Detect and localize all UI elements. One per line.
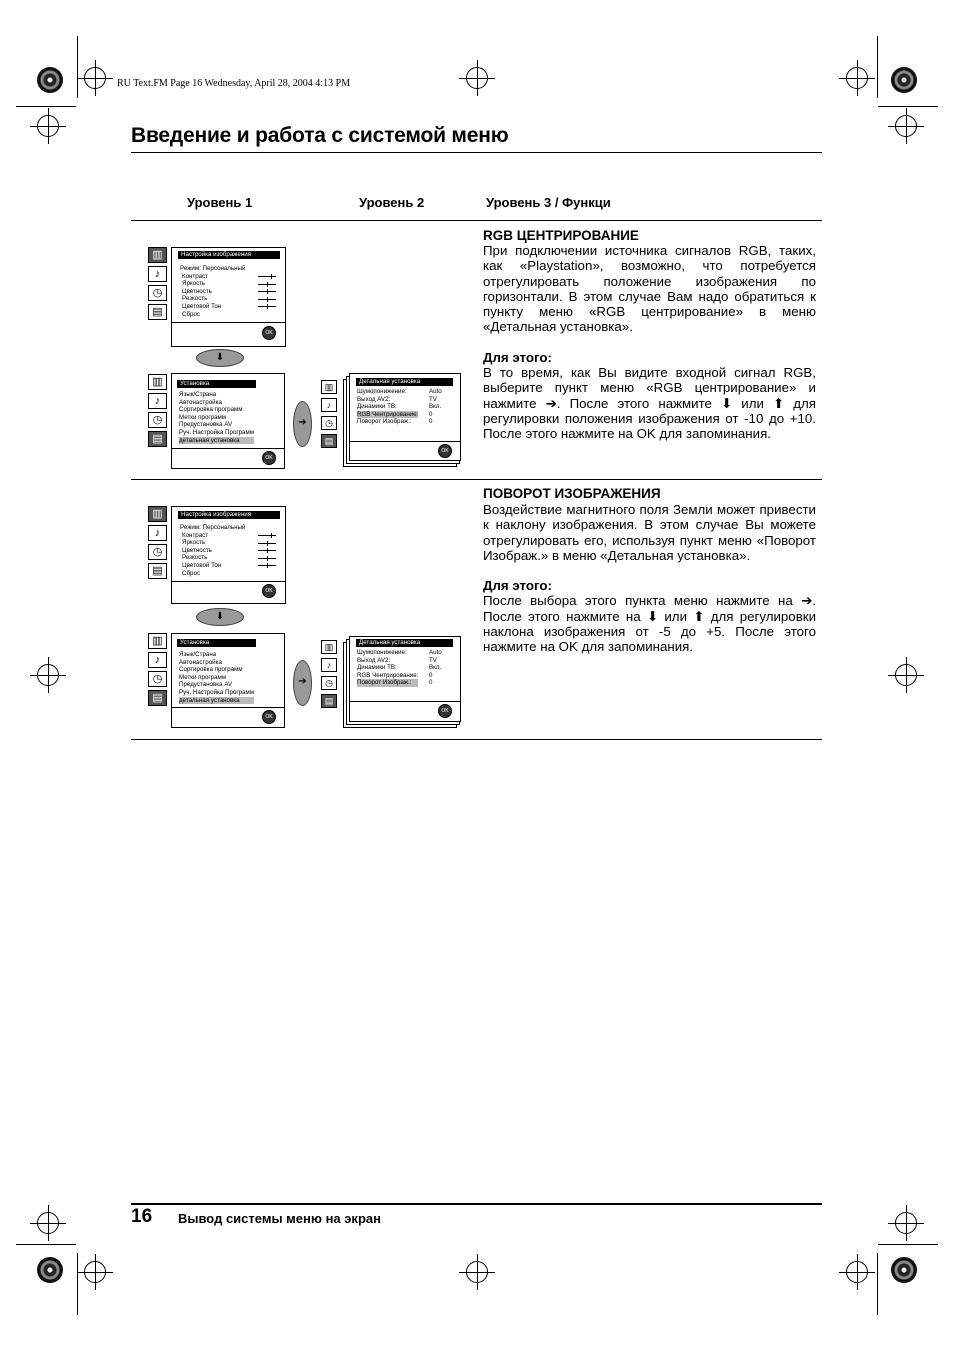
picture-icon: ▥ bbox=[148, 506, 167, 522]
ok-button-icon: OK bbox=[438, 444, 452, 458]
detail-menu-item: Шумопонижение: bbox=[357, 649, 407, 656]
howto-text: В то время, как Вы видите входной сигнал RGB, выберите пункт меню «RGB центрирование» и нажмите ➔. После этого нажмите ⬇ или ⬆ для регулировки положения изображения от -10 до +10. После этого нажмите на OK для запоминания. bbox=[483, 365, 816, 442]
setup-icon: ▤ bbox=[148, 304, 167, 320]
picture-icon: ▥ bbox=[148, 374, 167, 390]
section-tilt bbox=[131, 480, 822, 738]
detail-menu-item: Выход AV2: bbox=[357, 656, 391, 664]
setup-menu-item: Предустановка AV bbox=[179, 421, 233, 429]
detail-menu-item: Динамики ТВ: bbox=[357, 664, 397, 672]
detail-menu-screen bbox=[349, 636, 461, 722]
setup-menu-item-selected: детальная установка bbox=[179, 437, 254, 445]
setup-menu-item: Автонастройка bbox=[179, 398, 222, 406]
detail-menu-value: 0 bbox=[429, 418, 433, 426]
section-rule bbox=[131, 739, 822, 740]
detail-menu-value: 0 bbox=[429, 410, 433, 418]
timer-icon: ◷ bbox=[148, 285, 167, 301]
section-rgb bbox=[131, 221, 822, 479]
picture-menu-title: Настройка изображения bbox=[178, 251, 280, 259]
setup-menu-item: Предустановка AV bbox=[179, 681, 233, 689]
setup-menu-item: Автонастройка bbox=[179, 658, 222, 666]
slider-icon bbox=[258, 276, 276, 277]
section-body bbox=[483, 243, 816, 442]
setup-icon: ▤ bbox=[321, 434, 337, 448]
section-intro: При подключении источника сигналов RGB, таких, как «Playstation», возможно, что потребуется отрегулировать положение изображения по горизонтали. В этом случае Вам надо обратиться к пункту меню «RGB центрирование» в меню «Детальная установка». bbox=[483, 243, 816, 335]
picture-menu-item: Контраст bbox=[182, 531, 209, 539]
right-arrow-button-icon: ➔ bbox=[293, 401, 312, 447]
detail-menu-value: Auto bbox=[429, 388, 442, 395]
section-title: ПОВОРОТ ИЗОБРАЖЕНИЯ bbox=[483, 486, 661, 501]
section-intro: Воздействие магнитного поля Земли может привести к наклону изображения. В этом случае Вы можете отрегулировать его, используя пункт меню «Поворот Изображ.» в меню «Детальная установка». bbox=[483, 502, 816, 563]
picture-menu-mode: Режим: Персональный bbox=[180, 524, 246, 531]
sound-icon: ♪ bbox=[321, 398, 337, 412]
sound-icon: ♪ bbox=[321, 658, 337, 672]
picture-icon: ▥ bbox=[148, 247, 167, 263]
detail-menu-item: Выход AV2: bbox=[357, 395, 391, 403]
section-body bbox=[483, 502, 816, 655]
howto-text: После выбора этого пункта меню нажмите на ➔. После этого нажмите на ⬇ или ⬆ для регулировки наклона изображения от -5 до +5. После этого нажмите на OK для запоминания. bbox=[483, 593, 816, 655]
detail-menu-item-selected: Поворот Изображ.: bbox=[357, 679, 418, 687]
sound-icon: ♪ bbox=[148, 393, 167, 409]
picture-menu-screen bbox=[171, 506, 286, 604]
ok-button-icon: OK bbox=[438, 704, 452, 718]
picture-icon: ▥ bbox=[148, 633, 167, 649]
setup-menu-screen bbox=[171, 373, 285, 469]
timer-icon: ◷ bbox=[321, 416, 337, 430]
picture-menu-item: Контраст bbox=[182, 272, 209, 280]
picture-menu-item: Цветовой Тон bbox=[182, 561, 222, 569]
timer-icon: ◷ bbox=[321, 676, 337, 690]
picture-menu-item: Резкость bbox=[182, 554, 208, 562]
picture-menu-item: Сброс bbox=[182, 310, 200, 318]
down-arrow-button-icon: ⬇ bbox=[196, 608, 244, 626]
detail-menu-value: 0 bbox=[429, 671, 433, 679]
picture-menu-item: Цветность bbox=[182, 546, 212, 554]
setup-menu-item: Руч. Настройка Программ bbox=[179, 688, 255, 696]
detail-menu-value: 0 bbox=[429, 679, 433, 687]
setup-menu-list bbox=[179, 391, 254, 444]
detail-menu-title: Детальная установка bbox=[356, 639, 453, 647]
picture-menu-item: Сброс bbox=[182, 569, 200, 577]
right-arrow-button-icon: ➔ bbox=[293, 660, 312, 706]
ok-button-icon: OK bbox=[262, 710, 276, 724]
picture-menu-item: Цветовой Тон bbox=[182, 302, 222, 310]
footer-rule bbox=[131, 1203, 822, 1205]
detail-menu-title: Детальная установка bbox=[356, 378, 453, 386]
timer-icon: ◷ bbox=[148, 671, 167, 687]
picture-icon: ▥ bbox=[321, 640, 337, 654]
setup-icon: ▤ bbox=[148, 563, 167, 579]
timer-icon: ◷ bbox=[148, 412, 167, 428]
setup-menu-list bbox=[179, 651, 254, 704]
setup-icon: ▤ bbox=[148, 431, 167, 447]
setup-menu-item: Метки программ bbox=[179, 413, 227, 421]
detail-menu-values bbox=[429, 388, 442, 426]
slider-icon bbox=[258, 535, 276, 536]
file-info-header: RU Text.FM Page 16 Wednesday, April 28, 2004 4:13 PM bbox=[117, 78, 351, 89]
ok-button-icon: OK bbox=[262, 326, 276, 340]
level2-heading: Уровень 2 bbox=[359, 195, 425, 210]
timer-icon: ◷ bbox=[148, 544, 167, 560]
setup-menu-screen bbox=[171, 633, 285, 728]
detail-menu-item: Шумопонижение: bbox=[357, 388, 407, 395]
picture-menu-item: Яркость bbox=[182, 539, 206, 547]
detail-menu-values bbox=[429, 649, 442, 687]
howto-heading: Для этого: bbox=[483, 349, 552, 365]
setup-menu-title: Установка bbox=[177, 380, 256, 388]
picture-menu-item: Цветность bbox=[182, 287, 212, 295]
picture-menu-list bbox=[180, 524, 245, 577]
detail-menu-value: Auto bbox=[429, 649, 442, 656]
howto-heading: Для этого: bbox=[483, 578, 552, 594]
detail-menu-value: TV bbox=[429, 656, 437, 664]
picture-menu-mode: Режим: Персональный bbox=[180, 265, 246, 272]
setup-icon: ▤ bbox=[148, 690, 167, 706]
picture-menu-title: Настройка изображения bbox=[178, 511, 280, 519]
detail-menu-value: TV bbox=[429, 395, 437, 403]
down-arrow-button-icon: ⬇ bbox=[196, 349, 244, 367]
setup-menu-item: Сортировка программ bbox=[179, 666, 243, 674]
setup-menu-item: Язык/Страна bbox=[179, 651, 217, 658]
detail-menu-screen bbox=[349, 373, 461, 461]
section-title: RGB ЦЕНТРИРОВАНИЕ bbox=[483, 228, 639, 243]
setup-menu-item: Руч. Настройка Программ bbox=[179, 428, 255, 436]
detail-menu-item: Поворот Изображ.: bbox=[357, 418, 412, 426]
setup-icon: ▤ bbox=[321, 694, 337, 708]
level3-heading: Уровень 3 / Функци bbox=[486, 195, 611, 210]
sound-icon: ♪ bbox=[148, 266, 167, 282]
page-number: 16 bbox=[131, 1206, 153, 1227]
ok-button-icon: OK bbox=[262, 451, 276, 465]
detail-menu-value: Вкл. bbox=[429, 664, 442, 672]
ok-button-icon: OK bbox=[262, 584, 276, 598]
setup-menu-item: Язык/Страна bbox=[179, 391, 217, 398]
setup-menu-item: Сортировка программ bbox=[179, 406, 243, 414]
detail-menu-item-selected: RGB Чентрирование: bbox=[357, 410, 419, 418]
title-rule bbox=[131, 152, 822, 153]
setup-menu-item: Метки программ bbox=[179, 673, 227, 681]
page-title: Введение и работа с системой меню bbox=[131, 124, 509, 147]
picture-menu-screen bbox=[171, 247, 286, 347]
setup-menu-item-selected: детальная установка bbox=[179, 697, 254, 705]
picture-menu-item: Резкость bbox=[182, 295, 208, 303]
detail-menu-list bbox=[357, 649, 418, 687]
setup-menu-title: Установка bbox=[177, 639, 256, 647]
detail-menu-value: Вкл. bbox=[429, 403, 442, 411]
picture-menu-list bbox=[180, 265, 245, 318]
level1-heading: Уровень 1 bbox=[187, 195, 253, 210]
detail-menu-item: Динамики ТВ: bbox=[357, 403, 397, 411]
picture-icon: ▥ bbox=[321, 380, 337, 394]
footer-title: Вывод системы меню на экран bbox=[178, 1211, 381, 1226]
sound-icon: ♪ bbox=[148, 525, 167, 541]
detail-menu-item: RGB Чентрирование: bbox=[357, 671, 419, 679]
detail-menu-list bbox=[357, 388, 418, 426]
picture-menu-item: Яркость bbox=[182, 280, 206, 288]
sound-icon: ♪ bbox=[148, 652, 167, 668]
